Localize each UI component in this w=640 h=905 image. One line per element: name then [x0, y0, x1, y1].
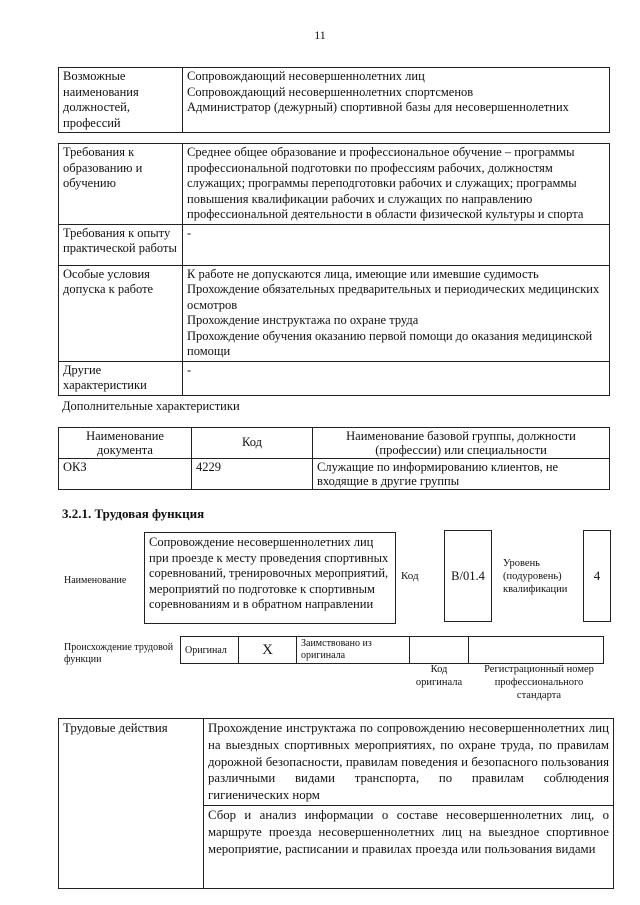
header-document: Наименование документа: [59, 428, 192, 459]
code-cell: 4229: [192, 459, 313, 490]
code-original-caption: Код оригинала: [415, 664, 463, 688]
header-code: Код: [192, 428, 313, 459]
function-name: Сопровождение несовершеннолетних лиц при проезде к месту проведения спортивных соревнований, тренировочных мероприятий, мероприятий по подготовке к спортивным соревнованиям и в обратном направлении: [144, 532, 396, 624]
header-group: Наименование базовой группы, должности (профессии) или специальности: [313, 428, 610, 459]
group-cell: Служащие по информированию клиентов, не входящие в другие группы: [313, 459, 610, 490]
admission-item: Прохождение обязательных предварительных и периодических медицинских осмотров: [187, 282, 600, 312]
admission-item: Прохождение обучения оказанию первой помощи до оказания медицинской помощи: [187, 328, 593, 358]
function-heading: 3.2.1. Трудовая функция: [62, 506, 205, 521]
admission-label: Особые условия допуска к работе: [59, 265, 183, 361]
requirements-table: [58, 143, 610, 396]
admission-item: К работе не допускаются лица, имеющие или имевшие судимость: [187, 266, 539, 281]
table-row: [59, 144, 610, 225]
code-label: Код: [401, 570, 419, 582]
original-mark: X: [239, 637, 297, 663]
education-value: Среднее общее образование и профессиональное обучение – программы профессиональной подготовки по профессиям рабочих, должностям служащих; программы переподготовки рабочих и служащих; программы повышения квалификации рабочих и служащих по направлению профессиональной деятельности в области физической культуры и спорта: [183, 144, 610, 225]
page-number: 11: [314, 28, 326, 42]
admission-item: Прохождение инструктажа по охране труда: [187, 313, 419, 327]
origin-box: [180, 636, 604, 664]
reg-number-caption: Регистрационный номер профессионального стандарта: [484, 664, 594, 701]
position-item: Сопровождающий несовершеннолетних спортсменов: [187, 84, 474, 99]
admission-value: [183, 265, 610, 361]
positions-table: [58, 67, 610, 133]
table-row: [59, 224, 610, 265]
positions-list: [183, 68, 610, 133]
experience-value: -: [183, 224, 610, 265]
additional-title: Дополнительные характеристики: [62, 399, 240, 413]
position-item: Администратор (дежурный) спортивной базы для несовершеннолетних: [187, 100, 569, 114]
additional-table: [58, 427, 610, 490]
position-item: Сопровождающий несовершеннолетних лиц: [187, 69, 425, 83]
action-item: Прохождение инструктажа по сопровождению несовершеннолетних лиц на выездных спортивных мероприятиях, по охране труда, по правилам дорожной безопасности, правилам поведения и безопасного пользования различными видами транспорта, по правилам соблюдения гигиенических норм: [204, 719, 614, 806]
actions-table: [58, 718, 614, 889]
table-row: [59, 719, 614, 806]
table-row: [59, 428, 610, 459]
function-level: 4: [583, 530, 611, 622]
positions-label: Возможные наименования должностей, профессий: [59, 68, 183, 133]
other-label: Другие характеристики: [59, 361, 183, 395]
level-label: Уровень (подуровень) квалификации: [503, 558, 568, 595]
borrowed-label: Заимствовано из оригинала: [297, 637, 410, 663]
origin-label: Происхождение трудовой функции: [64, 642, 174, 665]
table-row: [59, 361, 610, 395]
experience-label: Требования к опыту практической работы: [59, 224, 183, 265]
table-row: [59, 265, 610, 361]
action-item: Сбор и анализ информации о составе несовершеннолетних лиц, о маршруте проезда несовершеннолетних лиц на выездное спортивное мероприятие, расписании и правилах проезда или пользования видами: [204, 805, 614, 888]
original-label: Оригинал: [181, 637, 239, 663]
actions-label: Трудовые действия: [59, 719, 204, 889]
table-row: [59, 459, 610, 490]
education-label: Требования к образованию и обучению: [59, 144, 183, 225]
doc-name-cell: ОКЗ: [59, 459, 192, 490]
name-label: Наименование: [64, 575, 127, 586]
other-value: -: [183, 361, 610, 395]
table-row: [59, 68, 610, 133]
function-code: B/01.4: [444, 530, 492, 622]
code-original-cell: [410, 637, 469, 663]
